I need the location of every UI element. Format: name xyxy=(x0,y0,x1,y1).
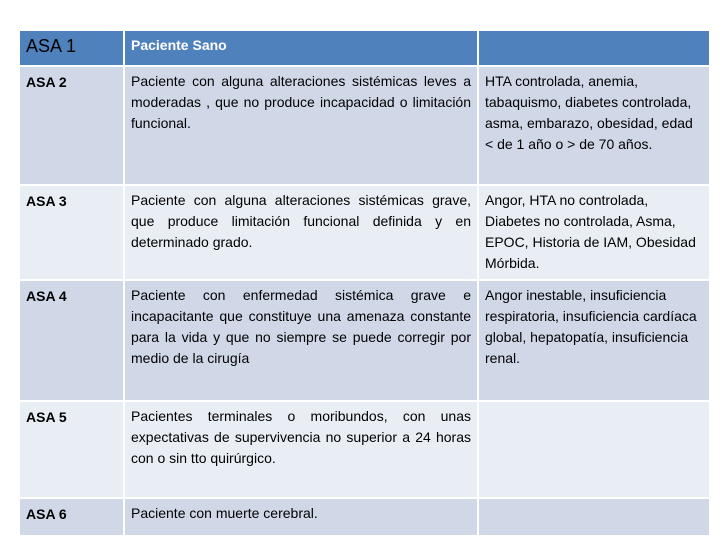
asa-class-cell: ASA 2 xyxy=(19,66,124,185)
asa-class-cell: ASA 4 xyxy=(19,280,124,401)
description-cell: Paciente con muerte cerebral. xyxy=(124,498,478,536)
description-cell: Paciente con alguna alteraciones sistémicas grave, que produce limitación funcional definida y en determinado grado. xyxy=(124,185,478,280)
description-cell: Paciente Sano xyxy=(124,30,478,66)
asa-class-cell: ASA 3 xyxy=(19,185,124,280)
description-cell: Paciente con enfermedad sistémica grave e incapacitante que constituye una amenaza constante para la vida y que no siempre se puede corregir por medio de la cirugía xyxy=(124,280,478,401)
asa-classification-table xyxy=(18,29,711,537)
table-row-asa-2 xyxy=(19,66,710,185)
table-row-asa-4 xyxy=(19,280,710,401)
description-cell: Pacientes terminales o moribundos, con unas expectativas de supervivencia no superior a 24 horas con o sin tto quirúrgico. xyxy=(124,401,478,498)
asa-class-cell: ASA 1 xyxy=(19,30,124,66)
table-row-asa-6 xyxy=(19,498,710,536)
table-row-asa-1 xyxy=(19,30,710,66)
examples-cell xyxy=(478,498,710,536)
table-row-asa-3 xyxy=(19,185,710,280)
examples-cell xyxy=(478,30,710,66)
examples-cell: HTA controlada, anemia, tabaquismo, diabetes controlada, asma, embarazo, obesidad, edad < de 1 año o > de 70 años. xyxy=(478,66,710,185)
examples-cell: Angor, HTA no controlada, Diabetes no controlada, Asma, EPOC, Historia de IAM, Obesidad Mórbida. xyxy=(478,185,710,280)
table-row-asa-5 xyxy=(19,401,710,498)
examples-cell xyxy=(478,401,710,498)
description-cell: Paciente con alguna alteraciones sistémicas leves a moderadas , que no produce incapacidad o limitación funcional. xyxy=(124,66,478,185)
examples-cell: Angor inestable, insuficiencia respiratoria, insuficiencia cardíaca global, hepatopatía, insuficiencia renal. xyxy=(478,280,710,401)
asa-class-cell: ASA 6 xyxy=(19,498,124,536)
asa-class-cell: ASA 5 xyxy=(19,401,124,498)
